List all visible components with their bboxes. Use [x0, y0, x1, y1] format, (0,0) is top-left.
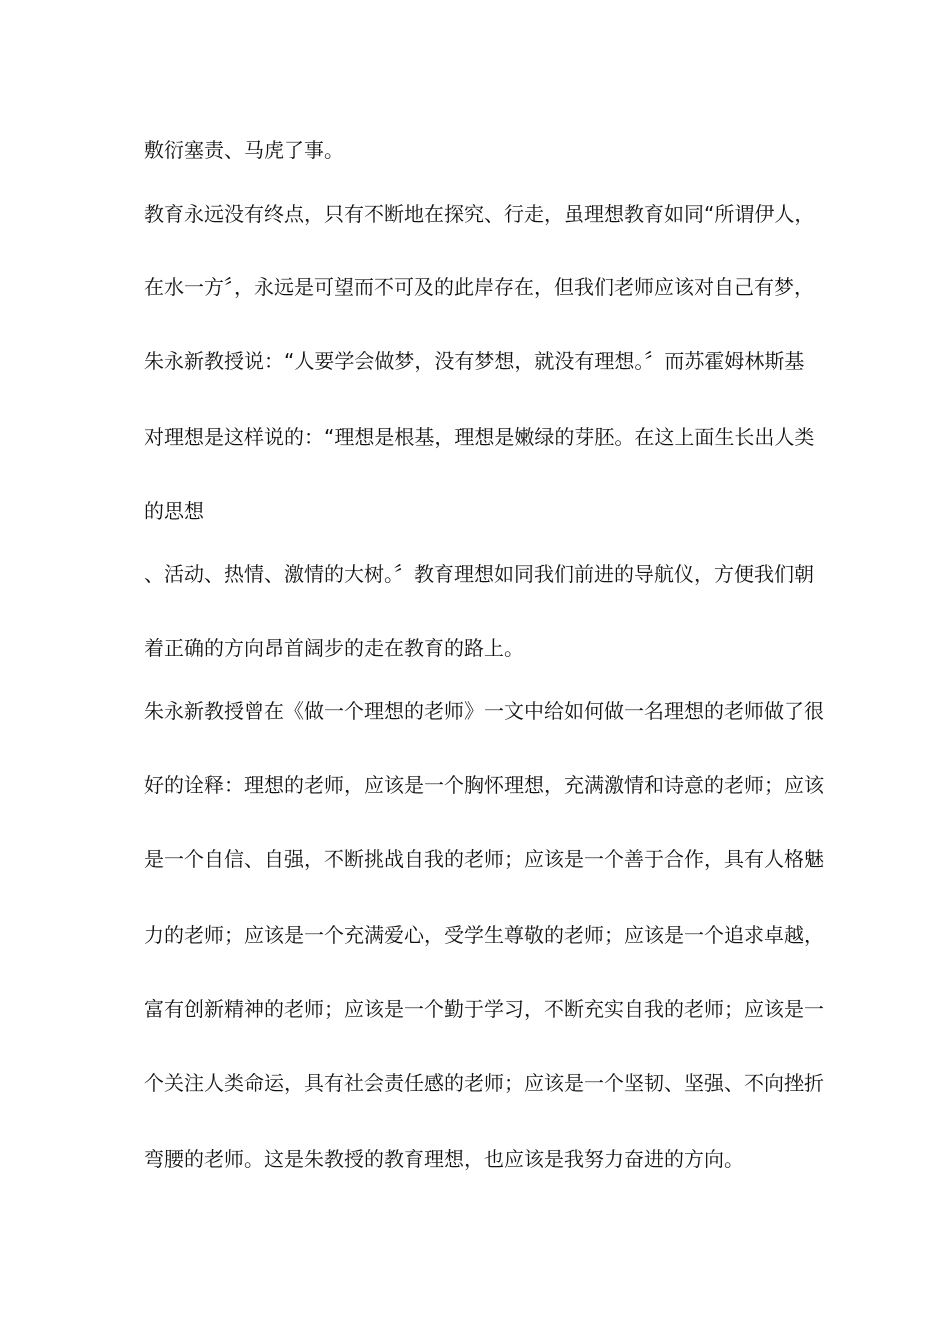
- text-line: 对理想是这样说的：“理想是根基，理想是嫩绿的芽胚。在这上面生长出人类: [144, 425, 815, 449]
- text-line: 富有创新精神的老师；应该是一个勤于学习，不断充实自我的老师；应该是一: [144, 997, 824, 1021]
- text-line: 、活动、热情、激情的大树。〞教育理想如同我们前进的导航仪，方便我们朝: [144, 562, 814, 586]
- text-line: 力的老师；应该是一个充满爱心，受学生尊敬的老师；应该是一个追求卓越，: [144, 923, 824, 947]
- text-line: 好的诠释：理想的老师，应该是一个胸怀理想，充满激情和诗意的老师；应该: [144, 773, 824, 797]
- text-line: 教育永远没有终点，只有不断地在探究、行走，虽理想教育如同“所谓伊人，: [144, 202, 815, 226]
- text-line: 朱永新教授说：“人要学会做梦，没有梦想，就没有理想。〞而苏霍姆林斯基: [144, 349, 805, 373]
- text-line: 朱永新教授曾在《做一个理想的老师》一文中给如何做一名理想的老师做了很: [144, 699, 824, 723]
- text-line: 在水一方〞，永远是可望而不可及的此岸存在，但我们老师应该对自己有梦，: [144, 275, 814, 299]
- text-line: 个关注人类命运，具有社会责任感的老师；应该是一个坚韧、坚强、不向挫折: [144, 1071, 824, 1095]
- text-line: 的思想: [144, 499, 204, 523]
- text-line: 是一个自信、自强，不断挑战自我的老师；应该是一个善于合作，具有人格魅: [144, 847, 824, 871]
- text-line: 敷衍塞责、马虎了事。: [144, 138, 344, 162]
- text-line: 着正确的方向昂首阔步的走在教育的路上。: [144, 636, 524, 660]
- text-line: 弯腰的老师。这是朱教授的教育理想，也应该是我努力奋进的方向。: [144, 1147, 744, 1171]
